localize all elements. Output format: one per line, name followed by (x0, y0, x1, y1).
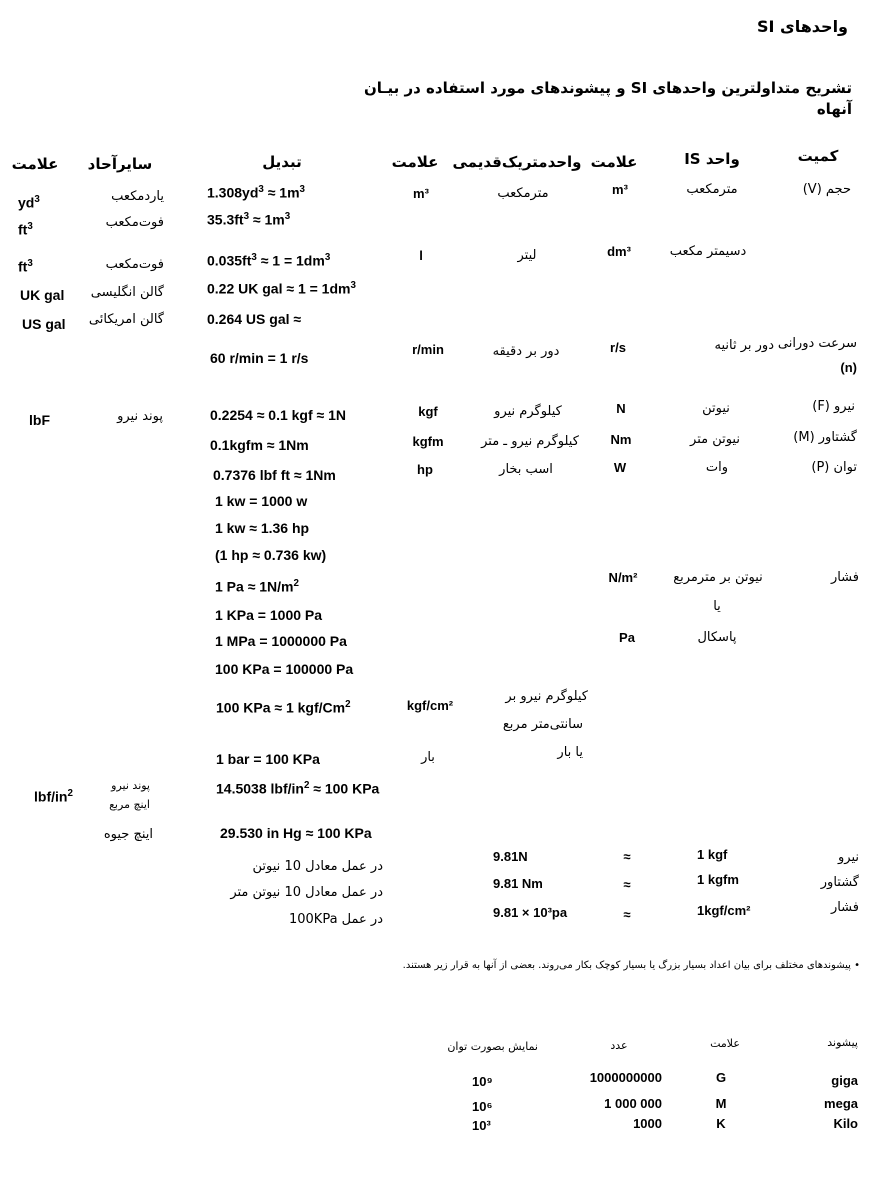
page-subtitle: تشریح متداولترین واحدهای SI و پیشوندهای مورد استفاده در بیـان (363, 79, 852, 97)
row-force-si-unit: نیوتن (702, 401, 730, 416)
equiv-force-label: نیرو (838, 850, 859, 865)
row-rotation-quantity: سرعت دورانی (777, 336, 857, 351)
other-symbol-yard: $yd^3$ (18, 194, 40, 211)
row-pressure-si-unit: نیوتن بر مترمربع (673, 570, 763, 585)
conversion-yard: $1.308yd^3 \approx 1m^3$ (207, 184, 305, 201)
row-volume-quantity: حجم (V) (802, 182, 851, 197)
conversion-uk-gal: 0.22 UK gal ≈ $1 = 1dm^3$ (207, 280, 356, 297)
other-unit-uk-gal: گالن انگلیسی (90, 285, 164, 300)
conversion-bar: 1 bar = 100 KPa (216, 751, 320, 767)
row-torque-si-unit: نیوتن متر (690, 432, 740, 447)
prefix-row-mega-power: 10⁶ (472, 1099, 493, 1114)
row-torque-si-symbol: Nm (610, 432, 632, 447)
prefix-header-number: عدد (610, 1039, 628, 1052)
header-old-metric-unit: واحدمتریک‌قدیمی (452, 153, 582, 171)
page-title: واحدهای SI (756, 17, 848, 36)
row-dm3-si-unit: دسیمتر مکعب (669, 244, 747, 259)
row-rotation-old-symbol: r/min (412, 342, 444, 357)
conversion-psi: 14.5038 lbf/$in^2 \approx 100$ KPa (216, 780, 380, 797)
row-pressure-old-unit-3: یا بار (557, 745, 583, 760)
page-subtitle-line2: آنهاه (816, 100, 852, 118)
equiv-pressure-label: فشار (830, 900, 859, 915)
row-rotation-old-unit: دور بر دقیقه (492, 344, 560, 359)
row-rotation-quantity-symbol: (n) (840, 360, 857, 375)
equiv-torque-approx: ≈ (623, 877, 631, 892)
other-unit-pound-force: پوند نیرو (117, 409, 163, 424)
row-power-quantity: توان (P) (811, 460, 857, 475)
conversion-pa: 1 $Pa \approx 1N/m^2$ (215, 578, 299, 595)
conversion-hp-kw: (1 hp ≈ 0.736 kw) (215, 547, 327, 563)
prefix-row-giga-symbol: G (715, 1070, 727, 1085)
row-force-si-symbol: N (616, 401, 626, 416)
other-symbol-foot-2: $ft^3$ (18, 258, 33, 275)
equiv-pressure-approx: ≈ (623, 907, 631, 922)
row-pressure-quantity: فشار (830, 570, 859, 585)
row-pressure-old-symbol: kgf/cm² (406, 698, 454, 713)
row-force-old-symbol: kgf (418, 404, 438, 419)
row-torque-quantity: گشتاور (M) (793, 430, 857, 445)
prefix-row-giga-power: 10⁹ (472, 1074, 493, 1089)
row-pressure-si-unit-2: پاسکال (697, 630, 737, 645)
prefix-header-symbol: علامت (710, 1037, 740, 1050)
conversion-foot-litre: $0.035ft^3 \approx 1 = 1dm^3$ (207, 252, 331, 269)
row-torque-old-symbol: kgfm (412, 434, 444, 449)
conversion-100kpa: 100 KPa = 100000 Pa (215, 661, 354, 677)
conversion-inhg: 29.530 in Hg ≈ 100 KPa (220, 825, 372, 841)
equiv-torque-note: در عمل معادل 10 نیوتن متر (230, 885, 383, 900)
row-dm3-si-symbol: dm³ (607, 244, 631, 259)
other-symbol-psi: lbf/$in^2$ (34, 788, 73, 805)
conversion-kw-w: 1 kw = 1000 w (215, 493, 308, 509)
other-unit-inhg: اینچ جیوه (103, 827, 153, 842)
prefix-row-mega-number: 1 000 000 (604, 1096, 662, 1111)
other-unit-foot: فوت‌مکعب (105, 215, 164, 230)
other-unit-psi-1: پوند نیرو (111, 779, 150, 792)
other-symbol-foot: $ft^3$ (18, 221, 33, 238)
prefix-row-kilo-symbol: K (716, 1116, 726, 1131)
other-unit-yard: یاردمکعب (111, 189, 164, 204)
row-volume-si-symbol: m³ (612, 182, 628, 197)
header-other-units: سایرآحاد (87, 155, 153, 173)
row-volume-old-symbol: m³ (413, 186, 429, 201)
conversion-kgf-cm2: 100 KPa ≈ 1 kgf/Cm$^2$ (216, 699, 351, 716)
row-force-quantity: نیرو (F) (812, 399, 855, 414)
other-unit-foot-2: فوت‌مکعب (105, 257, 164, 272)
row-force-old-unit: کیلوگرم نیرو (494, 404, 562, 419)
row-power-old-symbol: hp (417, 462, 433, 477)
row-power-old-unit: اسب بخار (499, 462, 553, 477)
equiv-pressure-unit: 1kgf/cm² (697, 903, 751, 918)
header-conversion: تبدیل (262, 153, 302, 171)
row-torque-old-unit: کیلوگرم نیرو ـ متر (481, 434, 579, 449)
equiv-pressure-value: 9.81 × 10³pa (493, 905, 568, 920)
row-rotation-si-symbol: r/s (610, 340, 626, 355)
other-symbol-us-gal: US gal (22, 316, 66, 332)
header-si-unit: واحد IS (684, 150, 740, 168)
other-symbol-pound-force: lbF (29, 412, 50, 428)
prefix-note: • پیشوندهای مختلف برای بیان اعداد بسیار بزرگ یا بسیار کوچک بکار می‌روند. بعضی از آنها به قرار زیر هستند. (402, 960, 860, 971)
row-power-si-symbol: W (613, 460, 627, 475)
conversion-power-lbf: 0.7376 lbf ft ≈ 1Nm (213, 467, 336, 483)
prefix-row-giga-name: giga (831, 1073, 858, 1088)
conversion-torque: 0.1kgfm ≈ 1Nm (210, 437, 309, 453)
other-unit-us-gal: گالن امریکائی (88, 312, 164, 327)
other-unit-psi-2: اینچ مربع (109, 798, 150, 811)
conversion-kw-hp: 1 kw ≈ 1.36 hp (215, 520, 310, 536)
prefix-header-power: نمایش بصورت توان (447, 1040, 538, 1053)
equiv-pressure-note: در عمل 100KPa (288, 912, 383, 927)
row-volume-si-unit: مترمکعب (686, 182, 738, 197)
prefix-row-mega-symbol: M (715, 1096, 727, 1111)
header-quantity: کمیت (797, 147, 839, 165)
equiv-force-approx: ≈ (623, 849, 631, 864)
prefix-row-kilo-name: Kilo (833, 1116, 858, 1131)
equiv-force-unit: 1 kgf (697, 847, 728, 862)
conversion-kpa: 1 KPa = 1000 Pa (215, 607, 323, 623)
row-pressure-si-symbol-2: Pa (619, 630, 635, 645)
header-old-symbol: علامت (391, 153, 439, 171)
conversion-foot: $35.3ft^3 \approx 1m^3$ (207, 211, 291, 228)
conversion-rotation: 60 r/min = 1 r/s (210, 350, 309, 366)
row-dm3-old-symbol: l (419, 248, 423, 263)
equiv-force-value: 9.81N (493, 849, 528, 864)
conversion-us-gal: 0.264 US gal ≈ (207, 311, 302, 327)
header-other-symbol: علامت (11, 155, 59, 173)
prefix-row-mega-name: mega (824, 1096, 858, 1111)
equiv-torque-label: گشتاور (820, 875, 859, 890)
row-pressure-old-unit-2: سانتی‌متر مربع (502, 717, 583, 732)
prefix-row-giga-number: 1000000000 (589, 1070, 662, 1085)
conversion-force: 0.2254 ≈ 0.1 kgf ≈ 1N (210, 407, 346, 423)
prefix-header-prefix: پیشوند (827, 1036, 858, 1049)
row-pressure-old-unit-1: کیلوگرم نیرو بر (505, 689, 588, 704)
header-si-symbol: علامت (590, 153, 638, 171)
prefix-row-kilo-number: 1000 (633, 1116, 662, 1131)
row-dm3-old-unit: لیتر (517, 248, 537, 263)
prefix-row-kilo-power: 10³ (472, 1118, 491, 1133)
row-pressure-or: یا (713, 599, 721, 614)
other-symbol-uk-gal: UK gal (20, 287, 65, 303)
row-volume-old-unit: مترمکعب (497, 186, 549, 201)
conversion-mpa: 1 MPa = 1000000 Pa (215, 633, 347, 649)
row-pressure-bar-symbol: بار (421, 750, 435, 765)
equiv-torque-value: 9.81 Nm (493, 876, 543, 891)
row-power-si-unit: وات (705, 460, 729, 475)
equiv-torque-unit: 1 kgfm (697, 872, 739, 887)
row-rotation-si-unit: دور بر ثانیه (714, 338, 774, 353)
row-pressure-si-symbol: N/m² (608, 570, 638, 585)
equiv-force-note: در عمل معادل 10 نیوتن (252, 859, 383, 874)
